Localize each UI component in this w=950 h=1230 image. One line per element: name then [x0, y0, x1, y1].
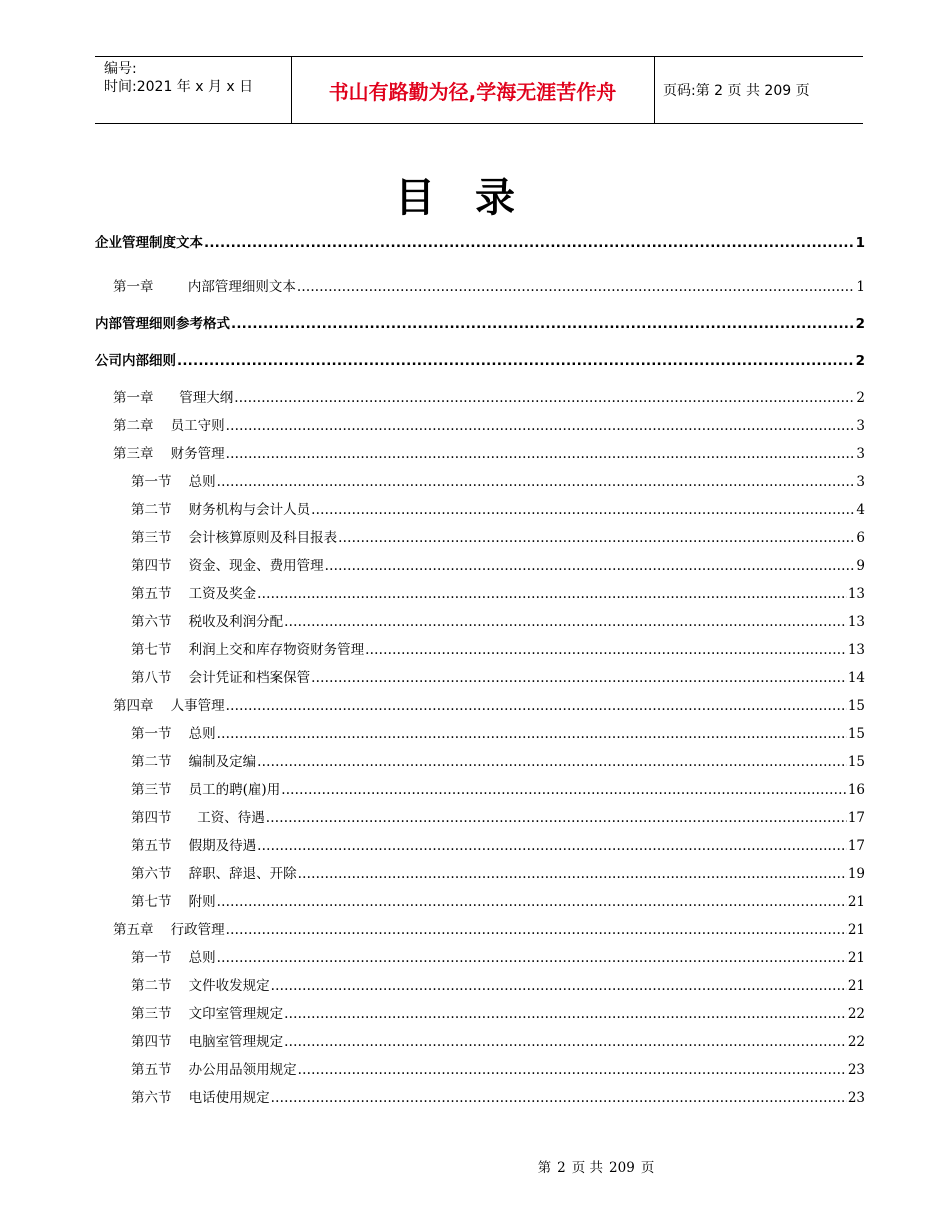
footer-prefix: 第 [537, 1160, 552, 1176]
document-header [95, 56, 863, 124]
toc-leader-dots [217, 473, 856, 491]
toc-leader-dots [271, 1089, 847, 1107]
toc-entry-label: 第三节 文印室管理规定 [131, 1006, 284, 1022]
toc-leader-dots [284, 1005, 847, 1023]
toc-leader-dots [226, 417, 856, 435]
toc-entry-page: 3 [856, 446, 865, 462]
toc-entry[interactable] [95, 555, 865, 575]
toc-entry-label: 第六节 辞职、辞退、开除 [131, 866, 297, 882]
toc-entry-page: 2 [855, 316, 865, 332]
toc-leader-dots [311, 501, 855, 519]
toc-entry[interactable] [95, 975, 865, 995]
toc-entry-label: 第五节 办公用品领用规定 [131, 1062, 297, 1078]
toc-entry-label: 公司内部细则 [95, 353, 176, 369]
toc-entry[interactable] [95, 350, 865, 370]
toc-entry-page: 21 [847, 978, 865, 994]
page-footer [0, 1156, 950, 1176]
footer-total-pages: 209 [609, 1160, 635, 1176]
toc-entry-label: 第六节 电话使用规定 [131, 1090, 270, 1106]
toc-entry[interactable] [95, 751, 865, 771]
toc-entry[interactable] [95, 779, 865, 799]
toc-entry[interactable] [95, 891, 865, 911]
toc-entry-label: 第三章 财务管理 [113, 446, 225, 462]
toc-leader-dots [217, 893, 847, 911]
toc-entry-label: 第四节 工资、待遇 [131, 810, 265, 826]
toc-entry-page: 21 [847, 922, 865, 938]
toc-entry[interactable] [95, 415, 865, 435]
toc-entry-label: 第七节 附则 [131, 894, 216, 910]
toc-entry-page: 1 [855, 235, 865, 251]
toc-leader-dots [281, 781, 847, 799]
toc-entry-page: 3 [856, 418, 865, 434]
document-number-label: 编号: [104, 61, 137, 77]
toc-entry-label: 第四章 人事管理 [113, 698, 225, 714]
toc-entry-page: 13 [847, 586, 865, 602]
toc-entry-page: 21 [847, 894, 865, 910]
toc-entry[interactable] [95, 499, 865, 519]
toc-entry-label: 第五节 工资及奖金 [131, 586, 257, 602]
toc-entry[interactable] [95, 276, 865, 296]
toc-entry-page: 19 [847, 866, 865, 882]
toc-entry-label: 第二节 财务机构与会计人员 [131, 502, 311, 518]
toc-entry[interactable] [95, 1087, 865, 1107]
toc-entry-page: 21 [847, 950, 865, 966]
toc-entry-page: 15 [847, 698, 865, 714]
toc-entry[interactable] [95, 387, 865, 407]
toc-entry[interactable] [95, 443, 865, 463]
toc-entry-label: 第一章 管理大纲 [113, 390, 234, 406]
toc-leader-dots [257, 753, 847, 771]
toc-entry-label: 第一节 总则 [131, 474, 216, 490]
toc-entry-label: 第七节 利润上交和库存物资财务管理 [131, 642, 365, 658]
toc-entry[interactable] [95, 611, 865, 631]
toc-entry[interactable] [95, 807, 865, 827]
toc-entry[interactable] [95, 1003, 865, 1023]
toc-entry-label: 第二节 文件收发规定 [131, 978, 270, 994]
toc-entry-page: 22 [847, 1006, 865, 1022]
toc-entry-label: 第五章 行政管理 [113, 922, 225, 938]
toc-entry-page: 2 [855, 353, 865, 369]
toc-entry-page: 2 [856, 390, 865, 406]
toc-leader-dots [234, 389, 855, 407]
toc-leader-dots [325, 557, 856, 575]
toc-entry-label: 第二节 编制及定编 [131, 754, 257, 770]
toc-entry[interactable] [95, 947, 865, 967]
toc-entry-page: 17 [847, 838, 865, 854]
toc-leader-dots [266, 809, 847, 827]
toc-leader-dots [226, 921, 847, 939]
toc-entry-page: 15 [847, 754, 865, 770]
page-title: 目录 [395, 174, 555, 221]
toc-leader-dots [271, 977, 847, 995]
toc-entry[interactable] [95, 667, 865, 687]
toc-entry[interactable] [95, 1031, 865, 1051]
toc-entry-page: 13 [847, 614, 865, 630]
toc-entry[interactable] [95, 527, 865, 547]
toc-leader-dots [217, 725, 847, 743]
toc-entry-page: 3 [856, 474, 865, 490]
footer-page-number: 2 [557, 1160, 566, 1176]
toc-entry-page: 9 [856, 558, 865, 574]
toc-entry-page: 4 [856, 502, 865, 518]
toc-entry-label: 第五节 假期及待遇 [131, 838, 257, 854]
toc-leader-dots [226, 445, 856, 463]
toc-leader-dots [297, 278, 856, 296]
toc-entry[interactable] [95, 695, 865, 715]
footer-middle: 页 共 [571, 1160, 604, 1176]
document-time-label: 时间:2021 年 x 月 x 日 [104, 79, 254, 95]
toc-entry-page: 22 [847, 1034, 865, 1050]
toc-leader-dots [338, 529, 855, 547]
toc-entry-page: 17 [847, 810, 865, 826]
toc-entry-label: 第四节 资金、现金、费用管理 [131, 558, 324, 574]
toc-entry[interactable] [95, 723, 865, 743]
toc-entry-label: 第三节 会计核算原则及科目报表 [131, 530, 338, 546]
toc-entry[interactable] [95, 863, 865, 883]
toc-leader-dots [217, 949, 847, 967]
toc-leader-dots [231, 315, 855, 333]
toc-leader-dots [257, 585, 847, 603]
toc-entry-page: 13 [847, 642, 865, 658]
toc-leader-dots [311, 669, 847, 687]
toc-entry-label: 第八节 会计凭证和档案保管 [131, 670, 311, 686]
toc-entry-label: 第二章 员工守则 [113, 418, 225, 434]
toc-entry-page: 1 [856, 279, 865, 295]
toc-entry[interactable] [95, 1059, 865, 1079]
header-page-info: 页码:第 2 页 共 209 页 [663, 83, 810, 99]
footer-suffix: 页 [640, 1160, 655, 1176]
toc-entry[interactable] [95, 232, 865, 252]
toc-leader-dots [298, 1061, 847, 1079]
toc-entry-label: 企业管理制度文本 [95, 235, 203, 251]
toc-leader-dots [284, 613, 847, 631]
toc-entry-label: 第一节 总则 [131, 726, 216, 742]
header-left-cell [95, 57, 292, 123]
toc-entry-label: 第六节 税收及利润分配 [131, 614, 284, 630]
toc-entry-label: 第三节 员工的聘(雇)用 [131, 782, 281, 798]
toc-entry-page: 14 [847, 670, 865, 686]
toc-entry-page: 23 [847, 1090, 865, 1106]
toc-leader-dots [365, 641, 847, 659]
toc-entry-page: 6 [856, 530, 865, 546]
toc-leader-dots [284, 1033, 847, 1051]
toc-entry-label: 第一节 总则 [131, 950, 216, 966]
toc-entry-label: 第一章 内部管理细则文本 [113, 279, 296, 295]
header-motto: 书山有路勤为径,学海无涯苦作舟 [328, 79, 617, 104]
toc-entry-page: 15 [847, 726, 865, 742]
toc-entry[interactable] [95, 835, 865, 855]
toc-leader-dots [226, 697, 847, 715]
toc-entry[interactable] [95, 583, 865, 603]
toc-leader-dots [177, 352, 855, 370]
header-page-cell [654, 57, 863, 123]
toc-leader-dots [257, 837, 847, 855]
toc-entry-page: 16 [847, 782, 865, 798]
toc-entry[interactable] [95, 639, 865, 659]
toc-entry-label: 内部管理细则参考格式 [95, 316, 230, 332]
toc-entry[interactable] [95, 919, 865, 939]
toc-entry-label: 第四节 电脑室管理规定 [131, 1034, 284, 1050]
toc-entry[interactable] [95, 313, 865, 333]
toc-entry[interactable] [95, 471, 865, 491]
toc-leader-dots [298, 865, 847, 883]
toc-entry-page: 23 [847, 1062, 865, 1078]
header-motto-cell [291, 57, 655, 123]
toc-leader-dots [204, 234, 855, 252]
